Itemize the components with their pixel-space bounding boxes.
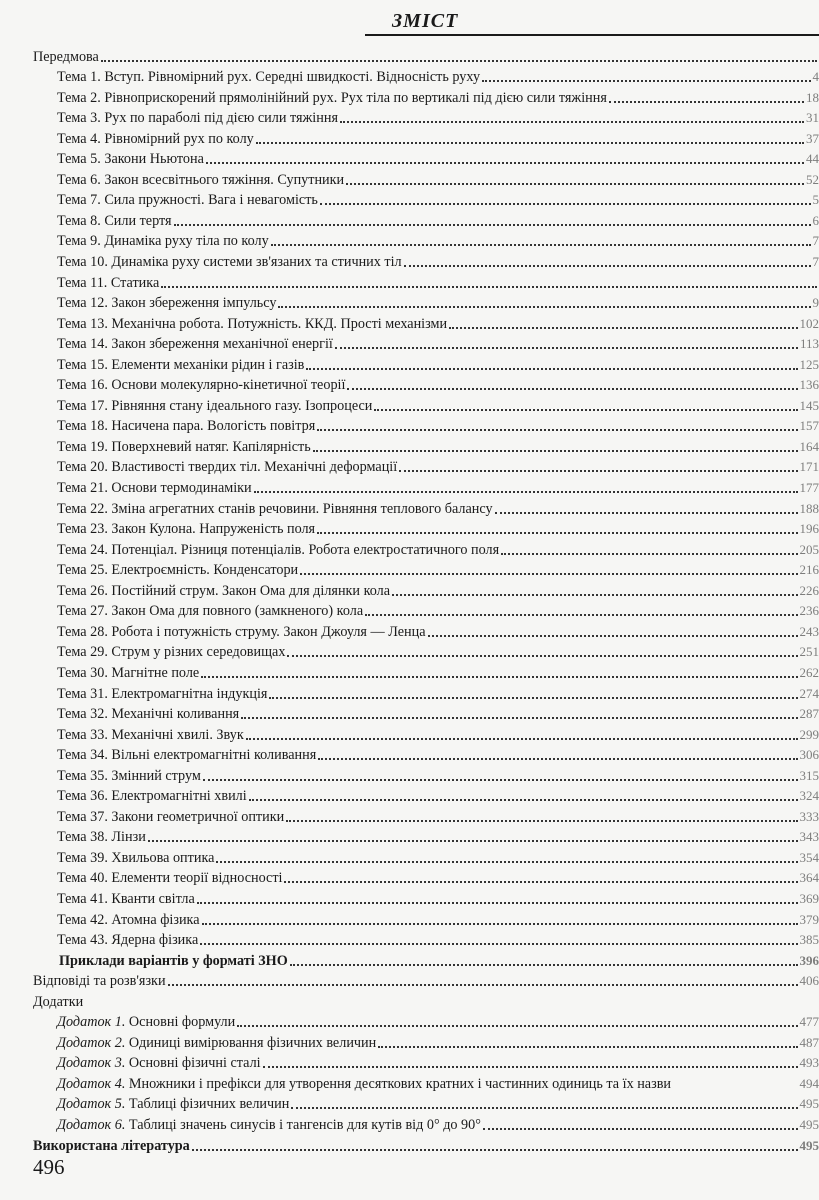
- toc-entry-label: [57, 294, 276, 312]
- toc-entry-label: [57, 623, 426, 641]
- toc-entry[interactable]: [33, 1031, 819, 1052]
- toc-entry-text: Таблиці значень синусів і тангенсів для кутів від 0° до 90°: [128, 1116, 481, 1133]
- toc-entry-prefix: Додаток 6.: [57, 1116, 126, 1133]
- toc-entry-text: Тема 12. Закон збереження імпульсу: [57, 295, 277, 312]
- toc-entry[interactable]: [33, 990, 819, 1011]
- toc-entry-page: 7: [812, 233, 819, 249]
- dot-leader: [317, 532, 797, 534]
- toc-entry-text: Тема 36. Електромагнітні хвилі: [57, 788, 247, 805]
- toc-entry-page: 157: [799, 418, 819, 434]
- toc-entry-text: Тема 26. Постійний струм. Закон Ома для ділянки кола: [57, 582, 391, 599]
- toc-entry-label: [33, 993, 83, 1011]
- toc-entry[interactable]: [33, 559, 819, 580]
- toc-entry-label: [57, 438, 311, 456]
- dot-leader: [263, 1066, 798, 1068]
- toc-entry-text: Таблиці фізичних величин: [128, 1096, 290, 1113]
- toc-entry-page: 406: [799, 973, 819, 989]
- dot-leader: [320, 203, 811, 205]
- dot-leader: [501, 553, 797, 555]
- toc-entry-text: Тема 2. Рівноприскорений прямолінійний рух. Рух тіла по вертикалі під дією сили тяжіння: [57, 89, 607, 106]
- toc-entry-text: Тема 33. Механічні хвилі. Звук: [57, 726, 244, 743]
- dot-leader: [404, 265, 811, 267]
- toc-entry-label: [33, 972, 166, 990]
- toc-entry-page: 324: [799, 788, 819, 804]
- dot-leader: [291, 1107, 797, 1109]
- toc-entry-text: Тема 17. Рівняння стану ідеального газу. Ізопроцеси: [57, 397, 373, 414]
- toc-entry-label: [57, 541, 499, 559]
- toc-entry-label: [57, 150, 204, 168]
- toc-entry-text: Тема 28. Робота і потужність струму. Закон Джоуля — Ленца: [57, 623, 426, 640]
- toc-entry-label: [57, 561, 298, 579]
- dot-leader: [374, 409, 797, 411]
- toc-entry-label: [57, 191, 318, 209]
- toc-entry-label: [57, 417, 315, 435]
- toc-entry[interactable]: [33, 1134, 819, 1155]
- toc-entry-label: [57, 869, 282, 887]
- dot-leader: [278, 306, 810, 308]
- toc-entry-page: 113: [799, 336, 819, 352]
- toc-entry-label: [57, 253, 402, 271]
- toc-entry[interactable]: [33, 744, 819, 765]
- toc-entry-text: Тема 32. Механічні коливання: [57, 706, 240, 723]
- toc-entry-prefix: Додаток 4.: [57, 1075, 126, 1092]
- toc-entry[interactable]: [33, 374, 819, 395]
- dot-leader: [399, 470, 797, 472]
- toc-entry-text: Тема 24. Потенціал. Різниця потенціалів. Робота електростатичного поля: [57, 541, 500, 558]
- toc-entry-text: Додатки: [33, 993, 84, 1010]
- toc-entry-page: 9: [812, 295, 819, 311]
- toc-entry-text: Тема 1. Вступ. Рівномірний рух. Середні швидкості. Відносність руху: [57, 69, 481, 86]
- toc-entry-text: Одиниці вимірювання фізичних величин: [128, 1034, 377, 1051]
- dot-leader: [271, 244, 811, 246]
- toc-entry-label: [57, 1013, 235, 1031]
- dot-leader: [241, 717, 797, 719]
- dot-leader: [392, 594, 797, 596]
- dot-leader: [197, 902, 798, 904]
- toc-entry-text: Тема 8. Сили тертя: [57, 212, 172, 229]
- dot-leader: [101, 60, 817, 62]
- toc-entry-text: Тема 9. Динаміка руху тіла по колу: [57, 233, 269, 250]
- toc-entry-text: Тема 23. Закон Кулона. Напруженість поля: [57, 521, 316, 538]
- toc-entry-text: Тема 43. Ядерна фізика: [57, 932, 199, 949]
- toc-entry[interactable]: [33, 867, 819, 888]
- toc-entry[interactable]: [33, 908, 819, 929]
- toc-entry[interactable]: [33, 949, 819, 970]
- dot-leader: [287, 655, 797, 657]
- toc-entry[interactable]: [33, 189, 819, 210]
- toc-entry-label: [59, 952, 288, 970]
- toc-entry[interactable]: [33, 723, 819, 744]
- toc-entry[interactable]: [33, 271, 819, 292]
- toc-entry-label: [57, 808, 284, 826]
- toc-entry-text: Тема 21. Основи термодинаміки: [57, 480, 252, 497]
- toc-entry-text: Тема 16. Основи молекулярно-кінетичної теорії: [57, 377, 346, 394]
- toc-entry-label: [57, 828, 146, 846]
- toc-entry-prefix: Додаток 2.: [57, 1034, 126, 1051]
- toc-entry-page: 306: [799, 747, 819, 763]
- dot-leader: [482, 80, 810, 82]
- toc-entry[interactable]: [33, 703, 819, 724]
- toc-entry-label: [57, 1075, 671, 1093]
- toc-entry-page: 4: [812, 69, 819, 85]
- toc-entry-page: 52: [806, 171, 819, 187]
- toc-entry-text: Тема 40. Елементи теорії відносності: [57, 870, 283, 887]
- toc-entry-page: 188: [799, 500, 819, 516]
- dot-leader: [347, 388, 797, 390]
- toc-entry-text: Тема 30. Магнітне поле: [57, 664, 200, 681]
- dot-leader: [202, 923, 798, 925]
- dot-leader: [340, 121, 804, 123]
- toc-entry-page: 6: [812, 212, 819, 228]
- toc-entry-page: 243: [799, 623, 819, 639]
- toc-entry-label: [57, 479, 252, 497]
- dot-leader: [269, 697, 797, 699]
- toc-entry-page: 5: [812, 192, 819, 208]
- toc-entry-page: 379: [799, 911, 819, 927]
- dot-leader: [286, 820, 797, 822]
- dot-leader: [318, 758, 797, 760]
- toc-entry-page: 171: [799, 459, 819, 475]
- toc-entry-text: Тема 31. Електромагнітна індукція: [57, 685, 268, 702]
- toc-entry-page: 495: [799, 1096, 819, 1112]
- toc-entry[interactable]: [33, 929, 819, 950]
- toc-entry[interactable]: [33, 148, 819, 169]
- toc-entry-label: [57, 582, 390, 600]
- toc-entry[interactable]: [33, 66, 819, 87]
- toc-entry-label: [57, 171, 344, 189]
- toc-entry-page: 494: [799, 1075, 819, 1091]
- dot-leader: [495, 512, 798, 514]
- toc-entry-text: Тема 27. Закон Ома для повного (замкненого) кола: [57, 603, 364, 620]
- dot-leader: [174, 224, 811, 226]
- dot-leader: [254, 491, 798, 493]
- toc-entry[interactable]: [33, 353, 819, 374]
- dot-leader: [168, 984, 798, 986]
- toc-entry[interactable]: [33, 1072, 819, 1093]
- toc-entry-page: 37: [806, 130, 819, 146]
- toc-entry-label: [57, 726, 244, 744]
- toc-entry[interactable]: [33, 435, 819, 456]
- dot-leader: [609, 101, 804, 103]
- toc-entry-page: 262: [799, 664, 819, 680]
- toc-entry-label: [57, 746, 316, 764]
- toc-entry-text: Відповіді та розв'язки: [33, 973, 166, 990]
- toc-entry-text: Тема 34. Вільні електромагнітні коливання: [57, 747, 317, 764]
- toc-entry-page: 333: [799, 808, 819, 824]
- toc-entry[interactable]: [33, 86, 819, 107]
- dot-leader: [161, 286, 817, 288]
- toc-entry-prefix: Додаток 1.: [57, 1014, 126, 1031]
- dot-leader: [378, 1046, 797, 1048]
- dot-leader: [290, 964, 798, 966]
- toc-entry-text: Множники і префікси для утворення десяткових кратних і частинних одиниць та їх назви: [128, 1075, 671, 1092]
- toc-entry-text: Використана література: [33, 1137, 190, 1154]
- toc-entry-page: 493: [799, 1055, 819, 1071]
- toc-entry-text: Основні фізичні сталі: [128, 1055, 261, 1072]
- toc-entry-page: 164: [799, 438, 819, 454]
- toc-entry[interactable]: [33, 250, 819, 271]
- toc-entry-label: [57, 787, 247, 805]
- toc-entry[interactable]: [33, 456, 819, 477]
- toc-entry-label: [57, 335, 333, 353]
- toc-entry-page: 196: [799, 521, 819, 537]
- dot-leader: [335, 347, 798, 349]
- toc-entry-label: [57, 849, 214, 867]
- dot-leader: [449, 327, 797, 329]
- dot-leader: [365, 614, 797, 616]
- toc-entry-text: Тема 11. Статика: [57, 274, 160, 291]
- toc-entry-prefix: Додаток 5.: [57, 1096, 126, 1113]
- toc-entry-page: 495: [799, 1116, 819, 1132]
- toc-entry[interactable]: [33, 846, 819, 867]
- table-of-contents: [33, 45, 819, 1155]
- toc-entry-label: [57, 1034, 376, 1052]
- toc-entry-page: 125: [799, 356, 819, 372]
- toc-entry-label: [57, 1095, 289, 1113]
- toc-entry-text: Тема 19. Поверхневий натяг. Капілярність: [57, 438, 311, 455]
- toc-entry-text: Основні формули: [128, 1014, 236, 1031]
- toc-entry-text: Приклади варіантів у форматі ЗНО: [59, 952, 288, 969]
- toc-entry-page: 369: [799, 890, 819, 906]
- toc-entry[interactable]: [33, 476, 819, 497]
- toc-entry-page: 7: [812, 254, 819, 270]
- toc-entry[interactable]: [33, 230, 819, 251]
- toc-entry[interactable]: [33, 538, 819, 559]
- dot-leader: [346, 183, 804, 185]
- toc-entry-label: [57, 356, 304, 374]
- dot-leader: [313, 450, 798, 452]
- toc-entry-text: Тема 35. Змінний струм: [57, 767, 201, 784]
- toc-entry-label: [57, 458, 397, 476]
- toc-entry[interactable]: [33, 661, 819, 682]
- toc-entry[interactable]: [33, 415, 819, 436]
- toc-entry-text: Тема 6. Закон всесвітнього тяжіння. Супутники: [57, 171, 345, 188]
- dot-leader: [249, 799, 798, 801]
- toc-entry[interactable]: [33, 497, 819, 518]
- toc-entry-label: [57, 1116, 481, 1134]
- toc-entry[interactable]: [33, 209, 819, 230]
- dot-leader: [317, 429, 797, 431]
- toc-entry-label: [57, 109, 338, 127]
- toc-entry-text: Тема 41. Кванти світла: [57, 890, 195, 907]
- dot-leader: [284, 881, 797, 883]
- toc-entry[interactable]: [33, 970, 819, 991]
- toc-entry[interactable]: [33, 107, 819, 128]
- toc-entry-page: 251: [799, 644, 819, 660]
- dot-leader: [237, 1025, 797, 1027]
- toc-entry[interactable]: [33, 292, 819, 313]
- dot-leader: [216, 861, 797, 863]
- toc-entry-text: Тема 38. Лінзи: [57, 829, 146, 846]
- dot-leader: [148, 840, 798, 842]
- toc-entry[interactable]: [33, 1052, 819, 1073]
- toc-entry-label: [57, 315, 447, 333]
- toc-entry-label: [57, 664, 199, 682]
- toc-entry[interactable]: [33, 1011, 819, 1032]
- toc-entry-label: [57, 397, 372, 415]
- toc-entry-label: [57, 911, 200, 929]
- toc-entry-page: 299: [799, 726, 819, 742]
- toc-entry-label: [57, 643, 285, 661]
- toc-entry-text: Тема 7. Сила пружності. Вага і невагомість: [57, 192, 318, 209]
- toc-entry[interactable]: [33, 518, 819, 539]
- toc-entry-label: [57, 89, 607, 107]
- toc-entry-page: 364: [799, 870, 819, 886]
- dot-leader: [200, 943, 797, 945]
- toc-entry-label: [57, 1054, 261, 1072]
- toc-entry-label: [57, 500, 493, 518]
- toc-entry[interactable]: [33, 312, 819, 333]
- toc-entry-page: 31: [806, 110, 819, 126]
- toc-entry-text: Тема 25. Електроємність. Конденсатори: [57, 562, 299, 579]
- toc-entry-text: Тема 15. Елементи механіки рідин і газів: [57, 356, 305, 373]
- toc-entry-page: 274: [799, 685, 819, 701]
- toc-entry-page: 18: [806, 89, 819, 105]
- toc-entry-text: Тема 39. Хвильова оптика: [57, 849, 215, 866]
- toc-entry[interactable]: [33, 45, 819, 66]
- toc-entry[interactable]: [33, 887, 819, 908]
- toc-entry-prefix: Додаток 3.: [57, 1055, 126, 1072]
- toc-entry-label: [33, 48, 99, 66]
- toc-entry-page: 102: [799, 315, 819, 331]
- toc-entry-text: Тема 29. Струм у різних середовищах: [57, 644, 286, 661]
- dot-leader: [246, 738, 798, 740]
- toc-entry-label: [57, 890, 195, 908]
- toc-entry-label: [57, 232, 269, 250]
- toc-entry-page: 487: [799, 1034, 819, 1050]
- title-rule: [365, 8, 819, 36]
- toc-entry[interactable]: [33, 1093, 819, 1114]
- toc-entry[interactable]: [33, 600, 819, 621]
- toc-entry-label: [57, 685, 267, 703]
- toc-entry[interactable]: [33, 333, 819, 354]
- toc-entry-text: Тема 20. Властивості твердих тіл. Механічні деформації: [57, 459, 398, 476]
- toc-entry-label: [57, 376, 345, 394]
- toc-entry-page: 385: [799, 932, 819, 948]
- page-title: ЗМІСТ: [392, 10, 459, 32]
- toc-entry[interactable]: [33, 826, 819, 847]
- toc-entry-page: 177: [799, 480, 819, 496]
- toc-entry-page: 145: [799, 397, 819, 413]
- toc-entry[interactable]: [33, 394, 819, 415]
- toc-entry-label: [57, 130, 254, 148]
- toc-entry-label: [57, 520, 315, 538]
- toc-entry[interactable]: [33, 764, 819, 785]
- toc-entry-page: 44: [806, 151, 819, 167]
- toc-entry[interactable]: [33, 168, 819, 189]
- toc-entry-page: 477: [799, 1014, 819, 1030]
- dot-leader: [192, 1149, 798, 1151]
- toc-entry-text: Тема 22. Зміна агрегатних станів речовини. Рівняння теплового балансу: [57, 500, 493, 517]
- toc-entry-text: Передмова: [33, 48, 99, 65]
- toc-entry-label: [57, 705, 239, 723]
- dot-leader: [483, 1128, 798, 1130]
- toc-entry-page: 396: [799, 952, 819, 968]
- toc-entry-page: 226: [799, 582, 819, 598]
- toc-entry-text: Тема 13. Механічна робота. Потужність. ККД. Прості механізми: [57, 315, 448, 332]
- toc-entry-page: 205: [799, 541, 819, 557]
- toc-entry[interactable]: [33, 641, 819, 662]
- toc-entry-text: Тема 18. Насичена пара. Вологість повітря: [57, 418, 316, 435]
- toc-entry-label: [57, 274, 159, 292]
- dot-leader: [428, 635, 798, 637]
- toc-entry-label: [33, 1137, 190, 1155]
- toc-entry[interactable]: [33, 620, 819, 641]
- page-number: 496: [33, 1155, 65, 1179]
- toc-entry-page: 354: [799, 849, 819, 865]
- toc-entry-label: [57, 602, 363, 620]
- toc-entry-page: 216: [799, 562, 819, 578]
- toc-entry[interactable]: [33, 127, 819, 148]
- dot-leader: [306, 368, 797, 370]
- toc-entry-page: 315: [799, 767, 819, 783]
- dot-leader: [256, 142, 804, 144]
- toc-entry[interactable]: [33, 785, 819, 806]
- toc-entry[interactable]: [33, 579, 819, 600]
- dot-leader: [201, 676, 797, 678]
- toc-entry-page: 343: [799, 829, 819, 845]
- toc-entry[interactable]: [33, 805, 819, 826]
- toc-entry-text: Тема 5. Закони Ньютона: [57, 151, 204, 168]
- toc-entry-label: [57, 767, 201, 785]
- toc-entry-label: [57, 68, 480, 86]
- toc-entry-page: 495: [799, 1137, 819, 1153]
- toc-entry-text: Тема 10. Динаміка руху системи зв'язаних та стичних тіл: [57, 254, 402, 271]
- toc-entry-page: 236: [799, 603, 819, 619]
- dot-leader: [300, 573, 797, 575]
- toc-entry-text: Тема 4. Рівномірний рух по колу: [57, 130, 254, 147]
- toc-entry-text: Тема 37. Закони геометричної оптики: [57, 808, 285, 825]
- toc-entry-label: [57, 212, 172, 230]
- toc-entry-text: Тема 3. Рух по параболі під дією сили тяжіння: [57, 110, 338, 127]
- toc-entry[interactable]: [33, 1113, 819, 1134]
- toc-entry-text: Тема 14. Закон збереження механічної енергії: [57, 336, 333, 353]
- toc-entry-label: [57, 931, 198, 949]
- dot-leader: [206, 162, 804, 164]
- dot-leader: [203, 779, 798, 781]
- toc-entry-page: 136: [799, 377, 819, 393]
- toc-entry[interactable]: [33, 682, 819, 703]
- toc-entry-text: Тема 42. Атомна фізика: [57, 911, 200, 928]
- toc-entry-page: 287: [799, 706, 819, 722]
